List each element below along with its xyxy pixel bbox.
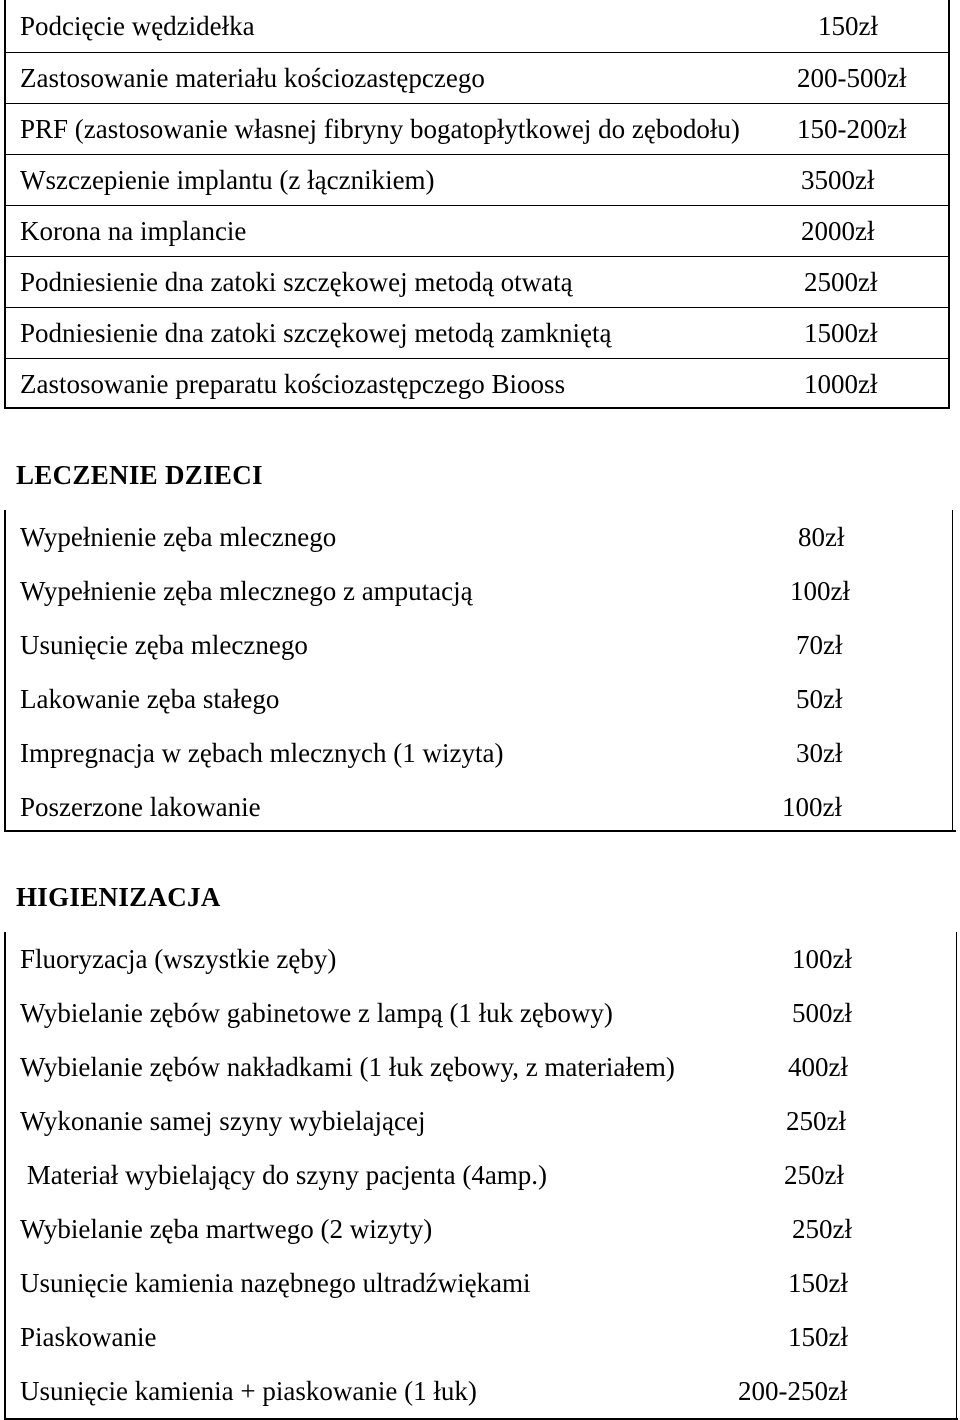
service-name: Wybielanie zębów gabinetowe z lampą (1 łuk zębowy) (20, 997, 613, 1028)
section-heading-hygiene: HIGIENIZACJA (16, 882, 221, 912)
service-price: 1000zł (804, 368, 878, 399)
table-row (6, 986, 958, 1040)
service-name: Poszerzone lakowanie (20, 791, 261, 822)
service-name: Wszczepienie implantu (z łącznikiem) (20, 164, 435, 195)
service-price: 500zł (792, 997, 852, 1028)
table-row (6, 672, 956, 726)
table-row (6, 1040, 958, 1094)
table-row (6, 726, 956, 780)
service-name: Usunięcie kamienia nazębnego ultradźwiękami (20, 1267, 531, 1298)
service-price: 150zł (788, 1267, 848, 1298)
table-row (6, 1310, 958, 1364)
children-price-table (4, 510, 956, 832)
service-name: Korona na implancie (20, 215, 247, 246)
service-name: PRF (zastosowanie własnej fibryny bogatopłytkowej do zębodołu) (20, 113, 740, 144)
service-name: Zastosowanie materiału kościozastępczego (20, 62, 485, 93)
table-row (6, 256, 948, 307)
service-price: 50zł (796, 683, 843, 714)
section-heading-children: LECZENIE DZIECI (16, 460, 263, 490)
service-price: 1500zł (804, 317, 878, 348)
table-row (6, 932, 958, 986)
service-price: 30zł (796, 737, 843, 768)
service-name: Podniesienie dna zatoki szczękowej metodą otwatą (20, 266, 573, 297)
table-row (6, 1256, 958, 1310)
table-row (6, 1148, 958, 1202)
service-price: 80zł (798, 521, 845, 552)
service-name: Wypełnienie zęba mlecznego (20, 521, 337, 552)
service-name: Lakowanie zęba stałego (20, 683, 280, 714)
service-price: 100zł (792, 943, 852, 974)
service-name: Usunięcie kamienia + piaskowanie (1 łuk) (20, 1375, 477, 1406)
service-name: Wybielanie zęba martwego (2 wizyty) (20, 1213, 433, 1244)
service-name: Podniesienie dna zatoki szczękowej metodą zamkniętą (20, 317, 612, 348)
service-name: Wybielanie zębów nakładkami (1 łuk zębowy, z materiałem) (20, 1051, 675, 1082)
service-price: 2000zł (801, 215, 875, 246)
table-row (6, 307, 948, 358)
service-name: Zastosowanie preparatu kościozastępczego Biooss (20, 368, 566, 399)
service-price: 100zł (782, 791, 842, 822)
service-name: Wypełnienie zęba mlecznego z amputacją (20, 575, 473, 606)
service-price: 250zł (784, 1159, 844, 1190)
service-name: Podcięcie wędzidełka (20, 10, 255, 41)
service-name: Materiał wybielający do szyny pacjenta (4amp.) (20, 1159, 548, 1190)
service-price: 150-200zł (797, 113, 907, 144)
table-row (6, 510, 956, 564)
hygiene-price-table (4, 932, 958, 1420)
service-price: 100zł (790, 575, 850, 606)
service-price: 200-500zł (797, 62, 907, 93)
service-price: 2500zł (804, 266, 878, 297)
service-price: 150zł (788, 1321, 848, 1352)
table-row (6, 564, 956, 618)
table-row (6, 1202, 958, 1256)
service-price: 70zł (796, 629, 843, 660)
table-row (6, 358, 948, 409)
table-row (6, 618, 956, 672)
table-row (6, 0, 948, 52)
service-name: Wykonanie samej szyny wybielającej (20, 1105, 426, 1136)
service-name: Piaskowanie (20, 1321, 157, 1352)
table-row (6, 205, 948, 256)
service-price: 3500zł (801, 164, 875, 195)
table-row (6, 154, 948, 205)
table-row (6, 780, 956, 834)
table-row (6, 1364, 958, 1418)
table-row (6, 103, 948, 154)
implant-price-table (4, 0, 950, 409)
service-name: Usunięcie zęba mlecznego (20, 629, 308, 660)
service-price: 400zł (788, 1051, 848, 1082)
service-name: Fluoryzacja (wszystkie zęby) (20, 943, 337, 974)
service-price: 250zł (792, 1213, 852, 1244)
table-row (6, 1094, 958, 1148)
service-price: 200-250zł (738, 1375, 848, 1406)
service-name: Impregnacja w zębach mlecznych (1 wizyta) (20, 737, 504, 768)
service-price: 150zł (818, 10, 878, 41)
table-row (6, 52, 948, 103)
service-price: 250zł (786, 1105, 846, 1136)
